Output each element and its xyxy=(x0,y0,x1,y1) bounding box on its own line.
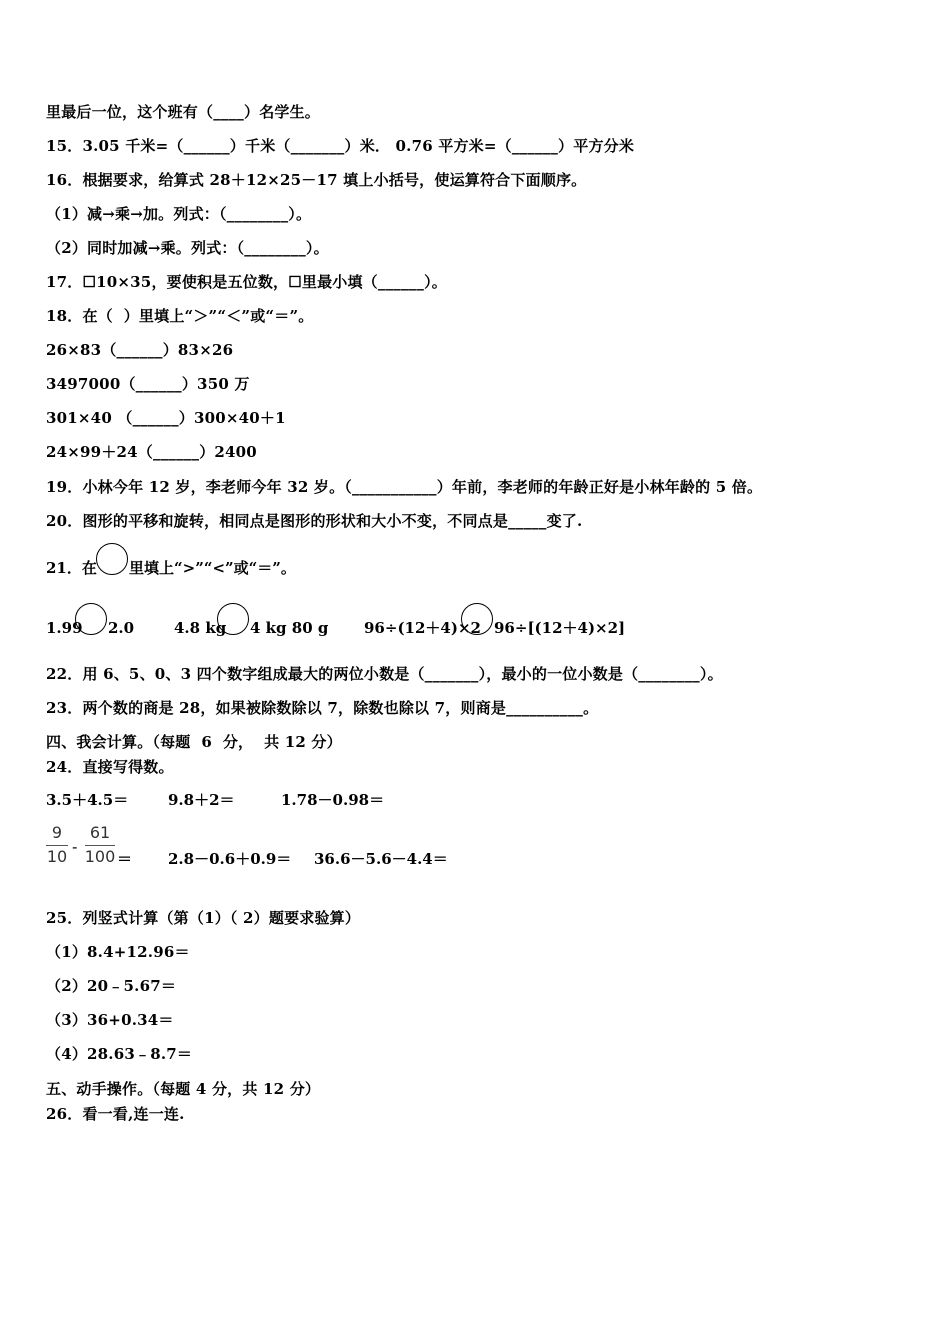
fraction-denominator: 100 xyxy=(84,847,116,866)
question-25-part-3: （3）36+0.34＝ xyxy=(46,1011,174,1029)
q24-r1c2: 9.8＋2＝ xyxy=(168,791,235,809)
question-26: 26．看一看,连一连. xyxy=(46,1105,185,1123)
section-5-heading: 五、动手操作。（每题 4 分，共 12 分） xyxy=(46,1080,321,1098)
question-16-part-1: （1）减→乘→加。列式：（________）。 xyxy=(46,205,312,223)
q21-c-left: 96÷(12＋4)×2 xyxy=(364,619,481,637)
fraction-bar xyxy=(85,845,115,846)
q21-c-right: 96÷[(12＋4)×2] xyxy=(494,619,626,637)
question-25-part-2: （2）20﹣5.67＝ xyxy=(46,977,177,995)
fraction-61-100 xyxy=(85,824,115,866)
equals-sign: ＝ xyxy=(117,850,133,868)
question-19: 19．小林今年 12 岁，李老师今年 32 岁。（___________）年前，李老师的年龄正好是小林年龄的 5 倍。 xyxy=(46,478,763,496)
question-25-part-4: （4）28.63﹣8.7＝ xyxy=(46,1045,193,1063)
q24-r1c1: 3.5＋4.5＝ xyxy=(46,791,129,809)
q24-r2c2: 2.8－0.6＋0.9＝ xyxy=(168,850,292,868)
fraction-denominator: 10 xyxy=(46,847,68,866)
question-14-continuation: 里最后一位，这个班有（____）名学生。 xyxy=(46,103,321,121)
q21-b-left: 4.8 kg xyxy=(174,619,227,637)
q21-a-left: 1.99 xyxy=(46,619,83,637)
comparison-circle xyxy=(96,543,128,575)
fraction-numerator: 9 xyxy=(51,823,63,842)
question-15: 15．3.05 千米=（______）千米（_______）米． 0.76 平方米=（______）平方分米 xyxy=(46,137,635,155)
question-25: 25．列竖式计算（第（1）（ 2）题要求验算） xyxy=(46,909,361,927)
question-25-part-1: （1）8.4+12.96＝ xyxy=(46,943,190,961)
q21-b-right: 4 kg 80 g xyxy=(250,619,329,637)
question-23: 23．两个数的商是 28，如果被除数除以 7，除数也除以 7，则商是__________。 xyxy=(46,699,599,717)
question-18: 18．在（ ）里填上“＞”“＜”或“＝”。 xyxy=(46,307,314,325)
question-16-part-2: （2）同时加减→乘。列式：（________）。 xyxy=(46,239,329,257)
comparison-circle[interactable] xyxy=(75,603,107,635)
q24-r1c3: 1.78－0.98＝ xyxy=(281,791,385,809)
question-18-item-3: 301×40 （______）300×40＋1 xyxy=(46,409,286,427)
comparison-circle[interactable] xyxy=(217,603,249,635)
question-24: 24．直接写得数。 xyxy=(46,758,174,776)
minus-sign: - xyxy=(72,838,78,856)
fraction-numerator: 61 xyxy=(89,823,111,842)
question-22: 22．用 6、5、0、3 四个数字组成最大的两位小数是（_______），最小的一位小数是（________）。 xyxy=(46,665,723,683)
question-18-item-4: 24×99＋24（______）2400 xyxy=(46,443,257,461)
fraction-bar xyxy=(46,845,68,846)
section-4-heading: 四、我会计算。（每题 6 分， 共 12 分） xyxy=(46,733,342,751)
question-16: 16．根据要求，给算式 28＋12×25－17 填上小括号，使运算符合下面顺序。 xyxy=(46,171,587,189)
question-18-item-1: 26×83（______）83×26 xyxy=(46,341,234,359)
q24-r2c3: 36.6－5.6－4.4＝ xyxy=(314,850,448,868)
question-20: 20．图形的平移和旋转，相同点是图形的形状和大小不变，不同点是_____变了. xyxy=(46,512,583,530)
q21-a-right: 2.0 xyxy=(108,619,135,637)
question-18-item-2: 3497000（______）350 万 xyxy=(46,375,250,393)
fraction-9-10 xyxy=(46,824,68,866)
question-21-prefix: 21．在 xyxy=(46,559,97,577)
question-21-suffix: 里填上“>”“<”或“＝”。 xyxy=(129,559,296,577)
comparison-circle[interactable] xyxy=(461,603,493,635)
question-17: 17．☐10×35，要使积是五位数，☐里最小填（______）。 xyxy=(46,273,447,291)
